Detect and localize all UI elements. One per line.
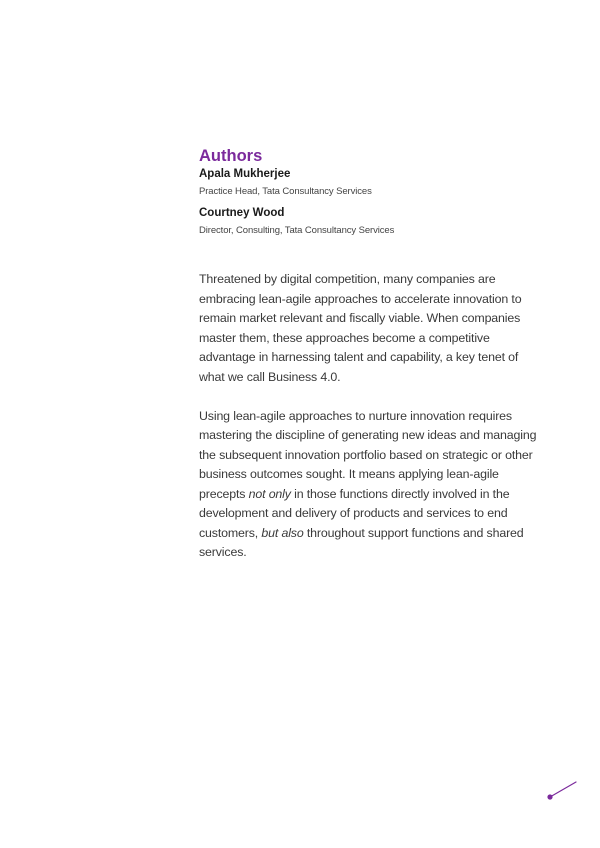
author-role: Director, Consulting, Tata Consultancy Services xyxy=(199,225,395,236)
paragraph-2-text: throughout support functions and shared services. xyxy=(199,525,524,559)
author-entry xyxy=(199,206,559,237)
body-text xyxy=(199,270,544,563)
author-role: Practice Head, Tata Consultancy Services xyxy=(199,186,372,197)
author-name: Courtney Wood xyxy=(199,207,285,219)
paragraph-2-text: in those functions directly involved in the development and delivery of products and services to end customers, xyxy=(199,486,510,540)
emphasis-not-only: not only xyxy=(248,486,291,501)
authors-section xyxy=(199,146,559,237)
paragraph-2 xyxy=(199,407,544,563)
diagonal-line-dot-icon xyxy=(540,776,580,802)
author-entry xyxy=(199,167,559,198)
paragraph-1: Threatened by digital competition, many companies are embracing lean-agile approaches to accelerate innovation to remain market relevant and fiscally viable. When companies master them, these approaches become a competitive advantage in harnessing talent and capability, a key tenet of what we call Business 4.0. xyxy=(199,272,522,384)
emphasis-but-also: but also xyxy=(261,525,304,540)
authors-heading: Authors xyxy=(199,147,263,165)
author-name: Apala Mukherjee xyxy=(199,168,291,180)
paragraph-2-text: Using lean-agile approaches to nurture innovation requires mastering the discipline of generating new ideas and managing the subsequent innovation portfolio based on strategic or other business outcomes sought. It means applying lean-agile precepts xyxy=(199,408,537,501)
